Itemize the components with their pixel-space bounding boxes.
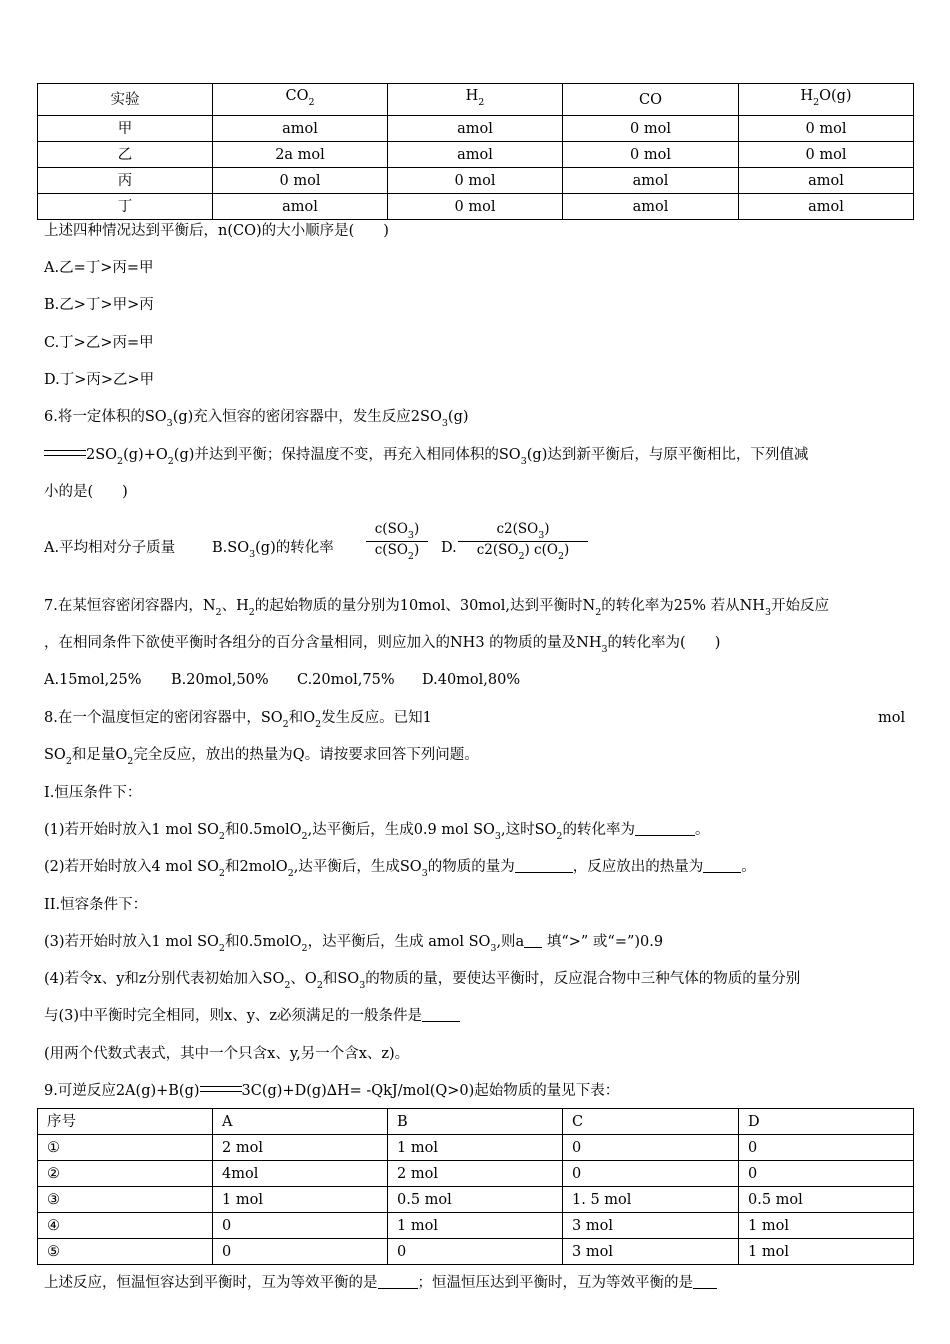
q6-stem-line3: 小的是( ) — [44, 484, 128, 500]
q6-option-b: $B.SO_3(g)$的转化率 — [212, 540, 334, 560]
table-cell: 0 mol — [563, 142, 739, 168]
table-cell: 0 mol — [213, 168, 388, 194]
table-cell: 丙 — [38, 168, 213, 194]
table-cell: amol — [388, 116, 563, 142]
q5-option-a: A.乙=丁>丙=甲 — [44, 260, 154, 276]
table-cell: 4mol — [213, 1161, 388, 1187]
q7-option-b: B.20mol,50% — [171, 672, 269, 688]
q8-part1: (1)若开始时放入1 mol $SO_2$和0.5molO$_2$,达平衡后，生成0.9 mol $SO_3$,这时$SO_2$的转化率为 。 — [44, 822, 710, 842]
header-cell: C — [563, 1109, 739, 1135]
q6-option-c-fraction: $\frac{c(SO_3)}{c(SO_2)}$ — [366, 521, 428, 562]
header-cell: $H_2$ — [388, 84, 563, 116]
answer-blank[interactable] — [693, 1274, 717, 1289]
answer-blank[interactable] — [703, 858, 741, 873]
table-cell: 0 mol — [739, 142, 914, 168]
q5-option-d: D.丁>丙>乙>甲 — [44, 372, 155, 388]
table-cell: 0 mol — [388, 194, 563, 220]
q8-stem-line1: 8.在一个温度恒定的密闭容器中，$SO_2$和$O_2$发生反应。已知1 — [44, 710, 432, 730]
table-cell: amol — [739, 194, 914, 220]
table-cell: 0 mol — [739, 116, 914, 142]
q6-stem-line2: $2SO_2(g)+O_2(g)$并达到平衡；保持温度不变，再充入相同体积的$SO_3(g)$达到新平衡后，与原平衡相比，下列值减 — [44, 445, 808, 472]
q6-stem-line1: 6.将一定体积的$SO_3(g)$充入恒容的密闭容器中，发生反应$2SO_3(g)$ — [44, 409, 469, 429]
header-cell: 实验 — [38, 84, 213, 116]
header-cell: $CO_2$ — [213, 84, 388, 116]
q9-question: 上述反应，恒温恒容达到平衡时，互为等效平衡的是 ；恒温恒压达到平衡时，互为等效平衡的是 — [44, 1273, 717, 1293]
table-cell: 2 mol — [388, 1161, 563, 1187]
table-row — [38, 194, 914, 220]
q8-stem-line2: $SO_2$和足量$O_2$完全反应，放出的热量为Q。请按要求回答下列问题。 — [44, 747, 479, 767]
answer-blank[interactable] — [635, 821, 695, 836]
q8-part4-line1: (4)若令x、y和z分别代表初始加入$SO_2$、$O_2$和$SO_3$的物质的量，要使达平衡时，反应混合物中三种气体的物质的量分别 — [44, 971, 801, 991]
table-cell: ⑤ — [38, 1239, 213, 1265]
header-cell: 序号 — [38, 1109, 213, 1135]
table-cell: 1 mol — [388, 1213, 563, 1239]
table-cell: 1 mol — [388, 1135, 563, 1161]
q7-option-d: D.40mol,80% — [422, 672, 521, 688]
q8-part3: (3)若开始时放入1 mol $SO_2$和0.5molO$_2$，达平衡后，生成 amol $SO_3$,则a 填“>” 或“=”)0.9 — [44, 934, 664, 954]
q7-option-c: C.20mol,75% — [297, 672, 395, 688]
q7-stem-line2: ，在相同条件下欲使平衡时各组分的百分含量相同，则应加入的NH3 的物质的量及$NH_3$的转化率为( ) — [44, 635, 721, 655]
equilibrium-arrow-icon — [200, 1085, 242, 1094]
answer-blank[interactable] — [422, 1007, 460, 1022]
table-cell: amol — [563, 168, 739, 194]
header-cell: $H_2O(g)$ — [739, 84, 914, 116]
table-header-row — [38, 84, 914, 116]
table-cell: 1 mol — [213, 1187, 388, 1213]
equilibrium-arrow-icon — [44, 449, 86, 458]
table-cell: amol — [213, 116, 388, 142]
table-cell: 0 — [388, 1239, 563, 1265]
q8-part4-line3: (用两个代数式表式，其中一个只含x、y,另一个含x、z)。 — [44, 1046, 410, 1062]
header-cell: A — [213, 1109, 388, 1135]
table-cell: 0.5 mol — [388, 1187, 563, 1213]
table-row — [38, 142, 914, 168]
q6-option-a: A.平均相对分子质量 — [44, 540, 176, 556]
table-cell: 0 mol — [388, 168, 563, 194]
header-cell: CO — [563, 84, 739, 116]
answer-blank[interactable] — [524, 933, 542, 948]
initial-amount-table — [37, 1108, 914, 1265]
q9-stem: 9.可逆反应2A(g)+B(g) 3C(g)+D(g)∆H= -QkJ/mol(Q>0)起始物质的量见下表： — [44, 1083, 620, 1099]
q8-part4-line2: 与(3)中平衡时完全相同，则x、y、z必须满足的一般条件是 — [44, 1006, 460, 1026]
q6-option-d-fraction: $\frac{c2(SO_3)}{c2(SO_2) c(O_2)}$ — [458, 521, 588, 562]
table-cell: 0 mol — [563, 116, 739, 142]
table-row — [38, 1135, 914, 1161]
q6-option-d-label: D. — [441, 540, 457, 556]
q7-option-a: A.15mol,25% — [44, 672, 142, 688]
table-cell: ② — [38, 1161, 213, 1187]
table-cell: ④ — [38, 1213, 213, 1239]
table-cell: 乙 — [38, 142, 213, 168]
q7-stem-line1: 7.在某恒容密闭容器内，$N_2$、$H_2$的起始物质的量分别为10mol、30mol,达到平衡时$N_2$的转化率为25% 若从$NH_3$开始反应 — [44, 598, 829, 618]
table-row — [38, 1239, 914, 1265]
table-header-row — [38, 1109, 914, 1135]
q8-heading-constant-pressure: I.恒压条件下： — [44, 785, 142, 801]
table-cell: 0 — [563, 1135, 739, 1161]
header-cell: D — [739, 1109, 914, 1135]
experiment-table — [37, 83, 914, 220]
table-cell: 丁 — [38, 194, 213, 220]
table-cell: 0 — [213, 1239, 388, 1265]
q8-stem-mol: mol — [878, 710, 906, 726]
table-cell: ① — [38, 1135, 213, 1161]
table-cell: 0 — [563, 1161, 739, 1187]
table-cell: 1 mol — [739, 1239, 914, 1265]
table-cell: amol — [213, 194, 388, 220]
table-cell: 0 — [213, 1213, 388, 1239]
q8-part2: (2)若开始时放入4 mol $SO_2$和2molO$_2$,达平衡后，生成$SO_3$的物质的量为 ，反应放出的热量为 。 — [44, 859, 756, 879]
table-cell: 3 mol — [563, 1239, 739, 1265]
table-cell: amol — [563, 194, 739, 220]
table-cell: 0.5 mol — [739, 1187, 914, 1213]
table-cell: ③ — [38, 1187, 213, 1213]
table-row — [38, 1161, 914, 1187]
answer-blank[interactable] — [515, 858, 573, 873]
table-cell: 1 mol — [739, 1213, 914, 1239]
q5-stem: 上述四种情况达到平衡后，n(CO)的大小顺序是( ) — [44, 223, 389, 239]
q5-option-b: B.乙>丁>甲>丙 — [44, 297, 154, 313]
q5-option-c: C.丁>乙>丙=甲 — [44, 335, 154, 351]
header-cell: B — [388, 1109, 563, 1135]
table-cell: 0 — [739, 1161, 914, 1187]
table-cell: 2 mol — [213, 1135, 388, 1161]
answer-blank[interactable] — [378, 1274, 418, 1289]
table-cell: 甲 — [38, 116, 213, 142]
table-cell: amol — [739, 168, 914, 194]
table-cell: 2a mol — [213, 142, 388, 168]
table-cell: 0 — [739, 1135, 914, 1161]
table-row — [38, 116, 914, 142]
table-row — [38, 168, 914, 194]
table-row — [38, 1187, 914, 1213]
table-row — [38, 1213, 914, 1239]
table-cell: 3 mol — [563, 1213, 739, 1239]
table-cell: 1. 5 mol — [563, 1187, 739, 1213]
table-cell: amol — [388, 142, 563, 168]
q8-heading-constant-volume: II.恒容条件下： — [44, 897, 148, 913]
